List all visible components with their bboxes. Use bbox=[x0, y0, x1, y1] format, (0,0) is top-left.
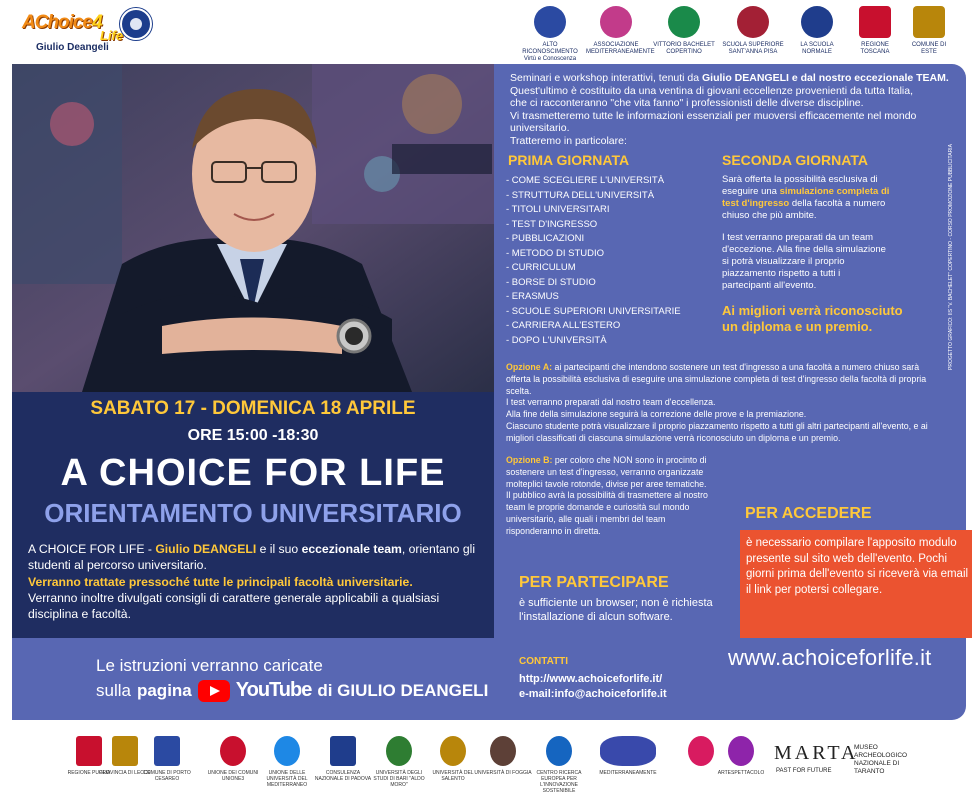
seal-icon bbox=[490, 736, 516, 766]
marta-logo: MARTA PAST FOR FUTURE MUSEO ARCHEOLOGICO NAZIONALE DI TARANTO bbox=[774, 742, 908, 775]
sponsor-logo: VITTORIO BACHELET COPERTINO bbox=[652, 4, 716, 62]
list-item: - SCUOLE SUPERIORI UNIVERSITARIE bbox=[506, 305, 681, 317]
list-item: - CARRIERA ALL'ESTERO bbox=[506, 320, 621, 331]
accedere-text: è necessario compilare l'apposito modulo presente sul sito web dell'evento. Pochi giorni prima dell'evento si riceverà via email il link per potersi collegare. bbox=[746, 537, 969, 596]
list-item: - CURRICULUM bbox=[506, 262, 576, 273]
top-sponsor-logos bbox=[510, 4, 965, 62]
partner-logo: ARTESPETTACOLO bbox=[712, 732, 770, 794]
youtube-author: di GIULIO DEANGELI bbox=[317, 680, 489, 700]
email-link[interactable]: e-mail:info@achoiceforlife.it bbox=[519, 688, 667, 700]
mask-icon bbox=[728, 736, 754, 766]
sponsor-logo: REGIONE TOSCANA bbox=[850, 4, 900, 62]
sponsor-logo: LA SCUOLA NORMALE bbox=[788, 4, 846, 62]
round-badge-icon bbox=[120, 8, 152, 40]
emblem-icon bbox=[330, 736, 356, 766]
youtube-wordmark[interactable]: YouTube bbox=[235, 679, 312, 701]
award-note: Ai migliori verrà riconosciuto un diploma e un premio. bbox=[722, 303, 903, 334]
youtube-play-icon[interactable] bbox=[198, 680, 230, 702]
wave-icon bbox=[600, 736, 656, 766]
day2-description: Sarà offerta la possibilità esclusiva di eseguire una simulazione completa di test d'ingresso della facoltà a numero chiuso che più ambite. I test verranno preparati da un team d'eccezione. Alla fine della simulazione si potrà visualizzare il proprio piazzamento rispetto a tutti i partecipanti all'evento. bbox=[722, 174, 890, 291]
option-b: Opzione B: per coloro che NON sono in procinto di sostenere un test d'ingresso, verranno organizzate molteplici tavole rotonde, divise per aree tematiche. Il pubblico avrà la possibilità di trasmettere al nostro team le proprie domande e curiosità sul mondo universitario, alle quali i membri del team risponderanno in diretta. bbox=[506, 455, 708, 536]
list-item: - METODO DI STUDIO bbox=[506, 247, 604, 259]
day2-title: SECONDA GIORNATA bbox=[722, 152, 868, 168]
day1-title: PRIMA GIORNATA bbox=[508, 152, 630, 168]
list-item: - STRUTTURA DELL'UNIVERSITÀ bbox=[506, 189, 655, 201]
shield-icon bbox=[154, 736, 180, 766]
logo-life: Life bbox=[100, 28, 124, 43]
partecipare-title: PER PARTECIPARE bbox=[519, 574, 669, 591]
dancer-icon bbox=[600, 6, 632, 38]
youtube-line1: Le istruzioni verranno caricate bbox=[96, 656, 323, 675]
event-subtitle: ORIENTAMENTO UNIVERSITARIO bbox=[44, 498, 462, 528]
logo-word: AChoice4 bbox=[22, 12, 102, 33]
partner-logo: UNIVERSITÀ DEL SALENTO bbox=[424, 732, 482, 794]
list-item: - ERASMUS bbox=[506, 291, 559, 302]
event-title: A CHOICE FOR LIFE bbox=[60, 452, 446, 494]
list-item: - TEST D'INGRESSO bbox=[506, 218, 598, 230]
union-icon bbox=[220, 736, 246, 766]
partner-logo: PROVINCIA DI LECCE bbox=[96, 732, 154, 794]
partecipare-text: è sufficiente un browser; non è richiesta l'installazione di alcun software. bbox=[519, 597, 713, 623]
partner-logo: MEDITERRANEAMENTE bbox=[592, 732, 664, 794]
list-item: - DOPO L'UNIVERSITÀ bbox=[506, 334, 607, 346]
event-hours: ORE 15:00 -18:30 bbox=[187, 427, 319, 444]
list-item: - TITOLI UNIVERSITARI bbox=[506, 204, 610, 215]
portrait-photo bbox=[12, 64, 494, 392]
intro-text: Seminari e workshop interattivi, tenuti da Giulio DEANGELI e dal nostro eccezionale TEAM. Quest'ultimo è costituito da una ventina di giovani eccellenze provenienti da tutta Italia, che ci racconteranno "che vita fanno" i professionisti delle diverse discipline. Vi trasmetteremo tutte le informazioni essenziali per muoversi efficacemente nel mondo universitario. Tratteremo in particolare: bbox=[510, 72, 949, 147]
contacts-title: CONTATTI bbox=[519, 656, 569, 667]
seal-icon bbox=[801, 6, 833, 38]
heart-icon bbox=[688, 736, 714, 766]
seal-icon bbox=[386, 736, 412, 766]
partner-logo: CONSULENZA NAZIONALE DI PADOVA bbox=[314, 732, 372, 794]
logo-author: Giulio Deangeli bbox=[36, 42, 109, 53]
shield-icon bbox=[859, 6, 891, 38]
partner-logo: UNIVERSITÀ DEGLI STUDI DI BARI "ALDO MORO" bbox=[370, 732, 428, 794]
building-icon bbox=[668, 6, 700, 38]
achoice4life-logo bbox=[22, 6, 154, 58]
day1-topic-list bbox=[506, 174, 716, 348]
list-item: - BORSE DI STUDIO bbox=[506, 276, 596, 288]
sponsor-logo: COMUNE DI ESTE bbox=[904, 4, 954, 62]
shield-icon bbox=[913, 6, 945, 38]
website-link[interactable]: http://www.achoiceforlife.it/ bbox=[519, 673, 663, 685]
list-item: - COME SCEGLIERE L'UNIVERSITÀ bbox=[506, 175, 665, 186]
sponsor-logo: ASSOCIAZIONE MEDITERRANEAMENTE bbox=[586, 4, 646, 62]
vertical-credit: PROGETTO GRAFICO: IIS "V. BACHELET" COPERTINO - CORSO PROMOZIONE PUBBLICITARIA bbox=[948, 144, 954, 370]
bottom-partner-logos bbox=[0, 724, 975, 800]
option-a: Opzione A: ai partecipanti che intendono sostenere un test d'ingresso a una facoltà a numero chiuso sarà offerta la possibilità esclusiva di eseguire una simulazione completa di test d'ingresso della facoltà di propria scelta. I test verranno preparati dal nostro team d'eccellenza. Alla fine della simulazione seguirà la correzione delle prove e la premiazione. Ciascuno studente potrà visualizzare il proprio piazzamento rispetto a tutti gli altri partecipanti all'evento, e ai migliori classificati di ciascuna simulazione verrà riconosciuto un diploma e un premio. bbox=[506, 362, 928, 443]
crest-icon bbox=[534, 6, 566, 38]
portrait-illustration bbox=[12, 64, 494, 392]
sponsor-logo: ALTO RICONOSCIMENTO Virtù e Conoscenza bbox=[520, 4, 580, 62]
partner-logo: UNIVERSITÀ DI FOGGIA bbox=[474, 732, 532, 794]
list-item: - PUBBLICAZIONI bbox=[506, 233, 585, 244]
sponsor-logo: SCUOLA SUPERIORE SANT'ANNA PISA bbox=[722, 4, 784, 62]
partner-logo: REGIONE PUGLIA bbox=[60, 732, 118, 794]
seal-icon bbox=[737, 6, 769, 38]
partner-logo: CENTRO RICERCA EUROPEA PER L'INNOVAZIONE SOSTENIBILE bbox=[530, 732, 588, 794]
partner-logo: UNIONE DELLE UNIVERSITÀ DEL MEDITERRANEO bbox=[258, 732, 316, 794]
circle-logo-icon bbox=[546, 736, 572, 766]
event-description: A CHOICE FOR LIFE - Giulio DEANGELI e il suo eccezionale team, orientano gli studenti al percorso universitario. Verranno trattate pressoché tutte le principali facoltà universitarie. Verranno inoltre divulgati consigli di carattere generale applicabili a qualsiasi disciplina e facoltà. bbox=[28, 542, 476, 622]
seal-icon bbox=[440, 736, 466, 766]
shield-icon bbox=[112, 736, 138, 766]
partner-logo: COMUNE DI PORTO CESAREO bbox=[138, 732, 196, 794]
website-url[interactable]: www.achoiceforlife.it bbox=[728, 645, 932, 670]
partner-logo: UNIONE DEI COMUNI UNIONE3 bbox=[204, 732, 262, 794]
accedere-title: PER ACCEDERE bbox=[745, 505, 872, 522]
youtube-line2: sulla pagina YouTube di GIULIO DEANGELI bbox=[96, 679, 489, 701]
event-dates: SABATO 17 - DOMENICA 18 APRILE bbox=[90, 398, 416, 419]
circle-logo-icon bbox=[274, 736, 300, 766]
